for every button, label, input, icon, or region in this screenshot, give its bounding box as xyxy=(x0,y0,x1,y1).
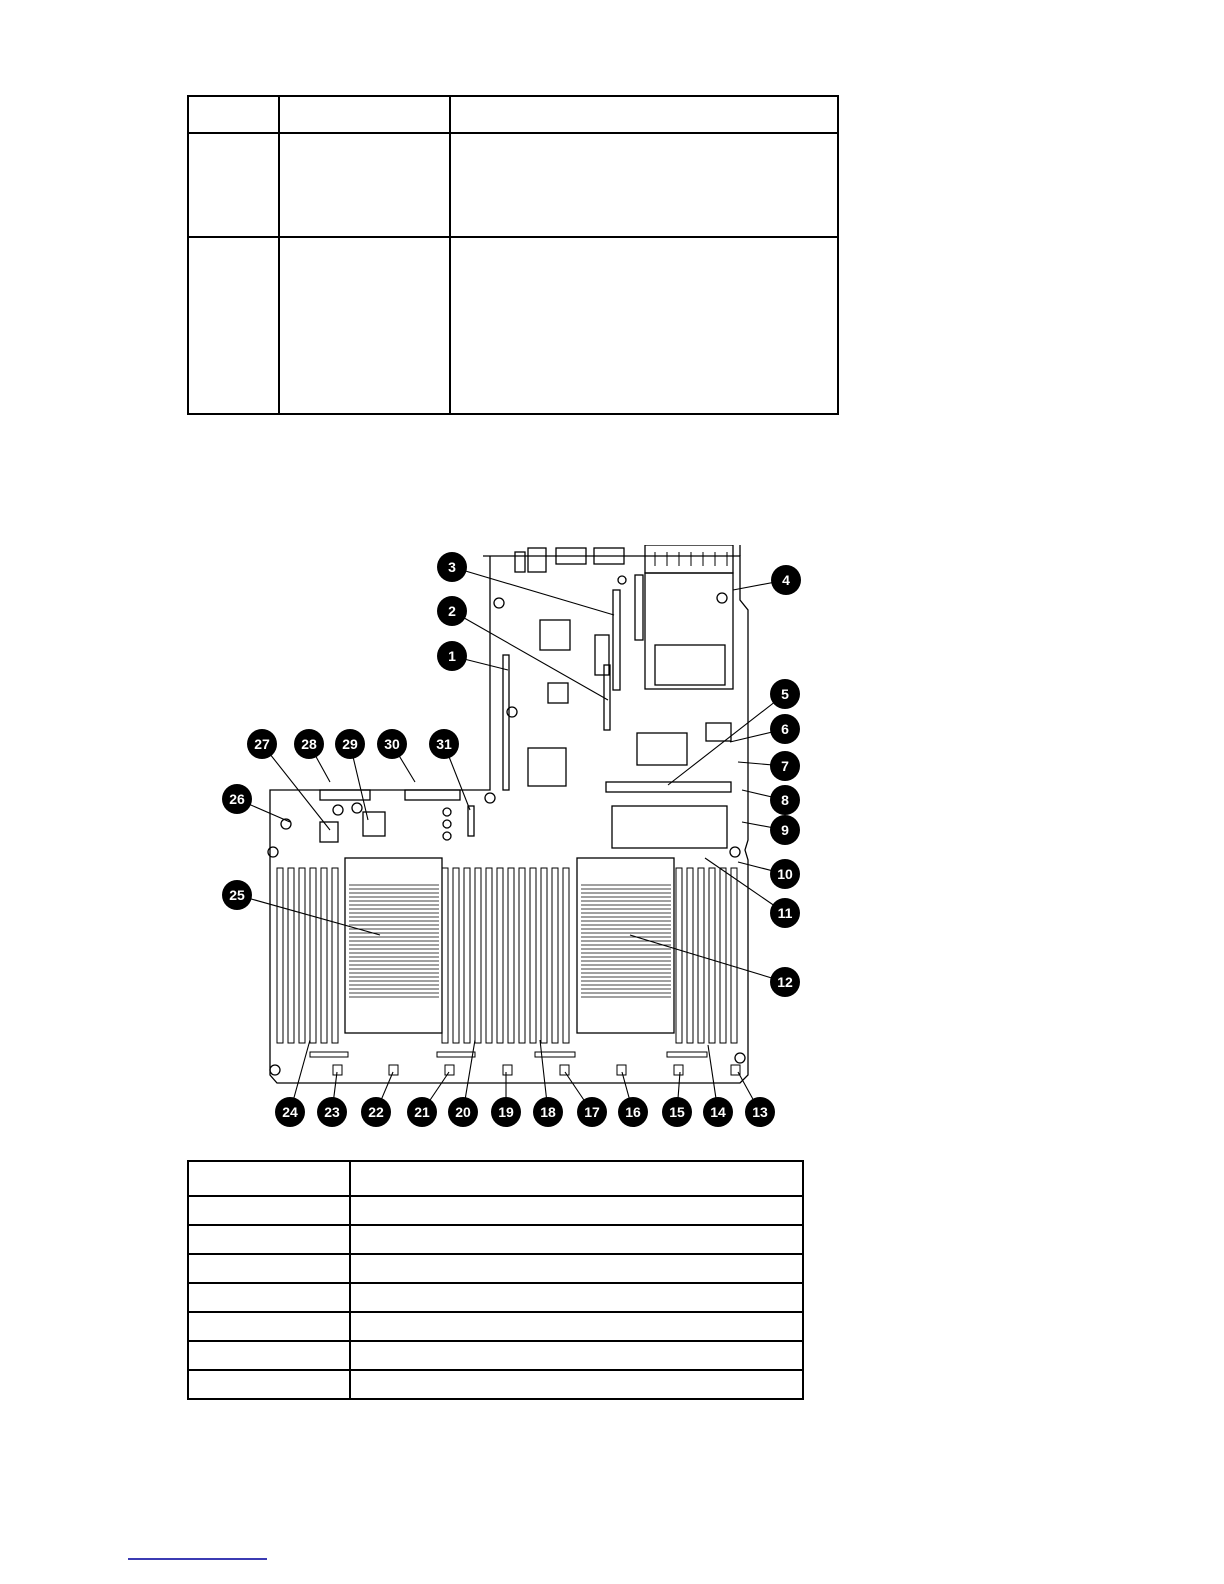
callout-label: 11 xyxy=(777,905,793,921)
table-cell xyxy=(279,237,450,414)
table-cell xyxy=(188,237,279,414)
callout-label: 23 xyxy=(324,1104,340,1120)
table-row xyxy=(188,96,838,133)
table-row xyxy=(188,1225,803,1254)
table-cell xyxy=(279,96,450,133)
callout-label: 21 xyxy=(414,1104,430,1120)
callout-label: 15 xyxy=(669,1104,685,1120)
callout-label: 29 xyxy=(342,736,358,752)
dimm-slot xyxy=(453,868,459,1043)
leader-line xyxy=(630,935,785,982)
table-cell xyxy=(188,1196,350,1225)
callout-label: 12 xyxy=(777,974,793,990)
dimm-slot xyxy=(720,868,726,1043)
table-cell xyxy=(188,1283,350,1312)
table-cell xyxy=(350,1161,803,1196)
table-cell xyxy=(450,133,838,237)
top-table xyxy=(187,95,839,415)
table-cell xyxy=(188,1254,350,1283)
dimm-slot xyxy=(676,868,682,1043)
dimm-slot xyxy=(552,868,558,1043)
dimm-slot xyxy=(288,868,294,1043)
table-cell xyxy=(188,1370,350,1399)
callout-label: 10 xyxy=(777,866,793,882)
table-cell xyxy=(188,1225,350,1254)
table-row xyxy=(188,1283,803,1312)
table-cell xyxy=(188,96,279,133)
table-row xyxy=(188,1341,803,1370)
callout-label: 13 xyxy=(752,1104,768,1120)
dimm-slot xyxy=(442,868,448,1043)
table-row xyxy=(188,1370,803,1399)
table-cell xyxy=(350,1254,803,1283)
callout-label: 7 xyxy=(781,758,789,774)
callout-label: 3 xyxy=(448,559,456,575)
callout-label: 19 xyxy=(498,1104,514,1120)
callout-label: 14 xyxy=(710,1104,726,1120)
callout-label: 6 xyxy=(781,721,789,737)
leader-line xyxy=(262,744,330,830)
dimm-slot xyxy=(277,868,283,1043)
callout-label: 17 xyxy=(584,1104,600,1120)
leader-line xyxy=(668,694,785,785)
table-row xyxy=(188,1196,803,1225)
table-cell xyxy=(350,1312,803,1341)
footer-link-rule xyxy=(128,1558,267,1560)
table-cell xyxy=(350,1341,803,1370)
dimm-slot xyxy=(731,868,737,1043)
dimm-slot xyxy=(332,868,338,1043)
table-cell xyxy=(188,1341,350,1370)
table-cell xyxy=(350,1283,803,1312)
table-row xyxy=(188,237,838,414)
table-cell xyxy=(188,1161,350,1196)
callout-label: 2 xyxy=(448,603,456,619)
callout-label: 20 xyxy=(455,1104,471,1120)
callout-label: 5 xyxy=(781,686,789,702)
dimm-slot xyxy=(563,868,569,1043)
dimm-slot xyxy=(508,868,514,1043)
dimm-slot xyxy=(321,868,327,1043)
table-cell xyxy=(279,133,450,237)
callout-label: 22 xyxy=(368,1104,384,1120)
table-row xyxy=(188,1312,803,1341)
callout-label: 26 xyxy=(229,791,245,807)
dimm-slot xyxy=(541,868,547,1043)
callout-label: 18 xyxy=(540,1104,556,1120)
table-row xyxy=(188,1161,803,1196)
callout-label: 30 xyxy=(384,736,400,752)
callout-label: 9 xyxy=(781,822,789,838)
table-cell xyxy=(450,237,838,414)
table-cell xyxy=(350,1370,803,1399)
table-cell xyxy=(188,1312,350,1341)
table-cell xyxy=(350,1225,803,1254)
dimm-slot xyxy=(299,868,305,1043)
table-row xyxy=(188,1254,803,1283)
callout-label: 24 xyxy=(282,1104,298,1120)
callout-label: 1 xyxy=(448,648,456,664)
table-cell xyxy=(450,96,838,133)
table-row xyxy=(188,133,838,237)
callout-label: 16 xyxy=(625,1104,641,1120)
table-cell xyxy=(350,1196,803,1225)
dimm-slot xyxy=(310,868,316,1043)
dimm-slot xyxy=(475,868,481,1043)
callout-label: 8 xyxy=(781,792,789,808)
table-cell xyxy=(188,133,279,237)
callout-label: 28 xyxy=(301,736,317,752)
bottom-table xyxy=(187,1160,804,1400)
dimm-slot xyxy=(709,868,715,1043)
dimm-slot xyxy=(486,868,492,1043)
callout-label: 27 xyxy=(254,736,270,752)
callout-label: 4 xyxy=(782,572,790,588)
callout-label: 25 xyxy=(229,887,245,903)
dimm-slot xyxy=(530,868,536,1043)
dimm-slot xyxy=(497,868,503,1043)
dimm-slot xyxy=(687,868,693,1043)
callout-label: 31 xyxy=(436,736,452,752)
system-board-figure xyxy=(215,545,815,1135)
dimm-slot xyxy=(519,868,525,1043)
dimm-slot xyxy=(464,868,470,1043)
leader-line xyxy=(452,611,608,700)
leader-line xyxy=(452,567,614,615)
